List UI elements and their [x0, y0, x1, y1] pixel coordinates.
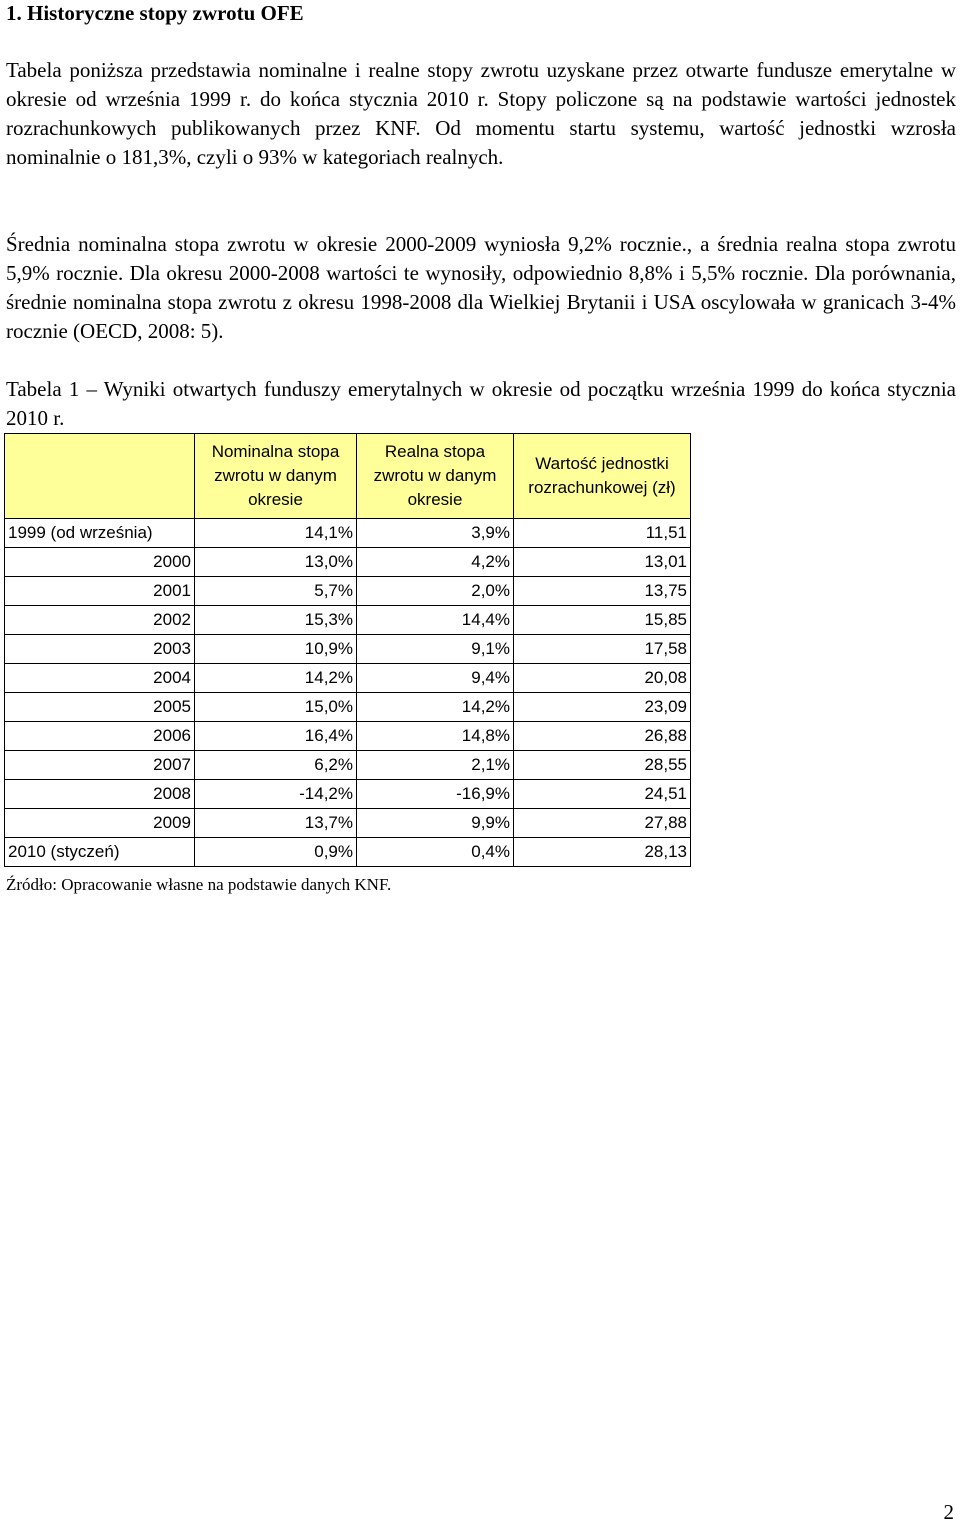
cell-real-return: 14,8%	[357, 722, 514, 751]
cell-real-return: 3,9%	[357, 519, 514, 548]
cell-nominal-return: 15,0%	[195, 693, 357, 722]
cell-unit-value: 28,55	[514, 751, 691, 780]
table-row	[5, 577, 691, 606]
cell-unit-value: 11,51	[514, 519, 691, 548]
table-row	[5, 548, 691, 577]
cell-nominal-return: 6,2%	[195, 751, 357, 780]
cell-real-return: 4,2%	[357, 548, 514, 577]
cell-real-return: 9,1%	[357, 635, 514, 664]
table-body	[5, 519, 691, 867]
cell-period: 2005	[5, 693, 195, 722]
cell-real-return: 0,4%	[357, 838, 514, 867]
cell-real-return: 14,2%	[357, 693, 514, 722]
cell-real-return: 9,4%	[357, 664, 514, 693]
cell-real-return: 9,9%	[357, 809, 514, 838]
cell-unit-value: 20,08	[514, 664, 691, 693]
cell-period: 2006	[5, 722, 195, 751]
table-row	[5, 635, 691, 664]
cell-unit-value: 24,51	[514, 780, 691, 809]
returns-table	[4, 433, 691, 867]
table-caption: Tabela 1 – Wyniki otwartych funduszy emerytalnych w okresie od początku września 1999 do końca stycznia 2010 r.	[6, 377, 956, 430]
cell-nominal-return: 16,4%	[195, 722, 357, 751]
table-row	[5, 722, 691, 751]
cell-unit-value: 15,85	[514, 606, 691, 635]
cell-period: 2002	[5, 606, 195, 635]
header-nominal-return: Nominalna stopa zwrotu w danym okresie	[195, 434, 357, 519]
cell-real-return: 2,1%	[357, 751, 514, 780]
table-row	[5, 664, 691, 693]
section-heading: 1. Historyczne stopy zwrotu OFE	[6, 1, 304, 25]
cell-period: 2008	[5, 780, 195, 809]
table-row	[5, 751, 691, 780]
table-row	[5, 809, 691, 838]
cell-period: 2009	[5, 809, 195, 838]
cell-nominal-return: 5,7%	[195, 577, 357, 606]
cell-period: 2003	[5, 635, 195, 664]
table-row	[5, 838, 691, 867]
table-row	[5, 780, 691, 809]
cell-period: 2004	[5, 664, 195, 693]
cell-nominal-return: 14,1%	[195, 519, 357, 548]
cell-nominal-return: 14,2%	[195, 664, 357, 693]
intro-paragraph: Tabela poniższa przedstawia nominalne i realne stopy zwrotu uzyskane przez otwarte fundusze emerytalne w okresie od września 1999 r. do końca stycznia 2010 r. Stopy policzone są na podstawie wartości jednostek rozrachunkowych publikowanych przez KNF. Od momentu startu systemu, wartość jednostki wzrosła nominalnie o 181,3%, czyli o 93% w kategoriach realnych.	[6, 58, 956, 169]
cell-nominal-return: 13,7%	[195, 809, 357, 838]
cell-unit-value: 23,09	[514, 693, 691, 722]
cell-nominal-return: 15,3%	[195, 606, 357, 635]
table-header-row	[5, 434, 691, 519]
table-row	[5, 606, 691, 635]
cell-period: 2001	[5, 577, 195, 606]
cell-period: 2007	[5, 751, 195, 780]
cell-unit-value: 28,13	[514, 838, 691, 867]
cell-nominal-return: 0,9%	[195, 838, 357, 867]
cell-real-return: 14,4%	[357, 606, 514, 635]
table-source: Źródło: Opracowanie własne na podstawie danych KNF.	[6, 875, 392, 894]
cell-nominal-return: 13,0%	[195, 548, 357, 577]
cell-unit-value: 27,88	[514, 809, 691, 838]
cell-nominal-return: -14,2%	[195, 780, 357, 809]
cell-unit-value: 13,75	[514, 577, 691, 606]
table-row	[5, 519, 691, 548]
cell-real-return: -16,9%	[357, 780, 514, 809]
cell-period: 1999 (od września)	[5, 519, 195, 548]
cell-nominal-return: 10,9%	[195, 635, 357, 664]
page-number: 2	[943, 1500, 954, 1524]
cell-unit-value: 17,58	[514, 635, 691, 664]
header-real-return: Realna stopa zwrotu w danym okresie	[357, 434, 514, 519]
cell-unit-value: 13,01	[514, 548, 691, 577]
cell-period: 2010 (styczeń)	[5, 838, 195, 867]
cell-unit-value: 26,88	[514, 722, 691, 751]
table-row	[5, 693, 691, 722]
cell-period: 2000	[5, 548, 195, 577]
header-period	[5, 434, 195, 519]
cell-real-return: 2,0%	[357, 577, 514, 606]
average-returns-paragraph: Średnia nominalna stopa zwrotu w okresie 2000-2009 wyniosła 9,2% rocznie., a średnia realna stopa zwrotu 5,9% rocznie. Dla okresu 2000-2008 wartości te wynosiły, odpowiednio 8,8% i 5,5% rocznie. Dla porównania, średnie nominalna stopa zwrotu z okresu 1998-2008 dla Wielkiej Brytanii i USA oscylowała w granicach 3-4% rocznie (OECD, 2008: 5).	[6, 232, 956, 343]
header-unit-value: Wartość jednostki rozrachunkowej (zł)	[514, 434, 691, 519]
